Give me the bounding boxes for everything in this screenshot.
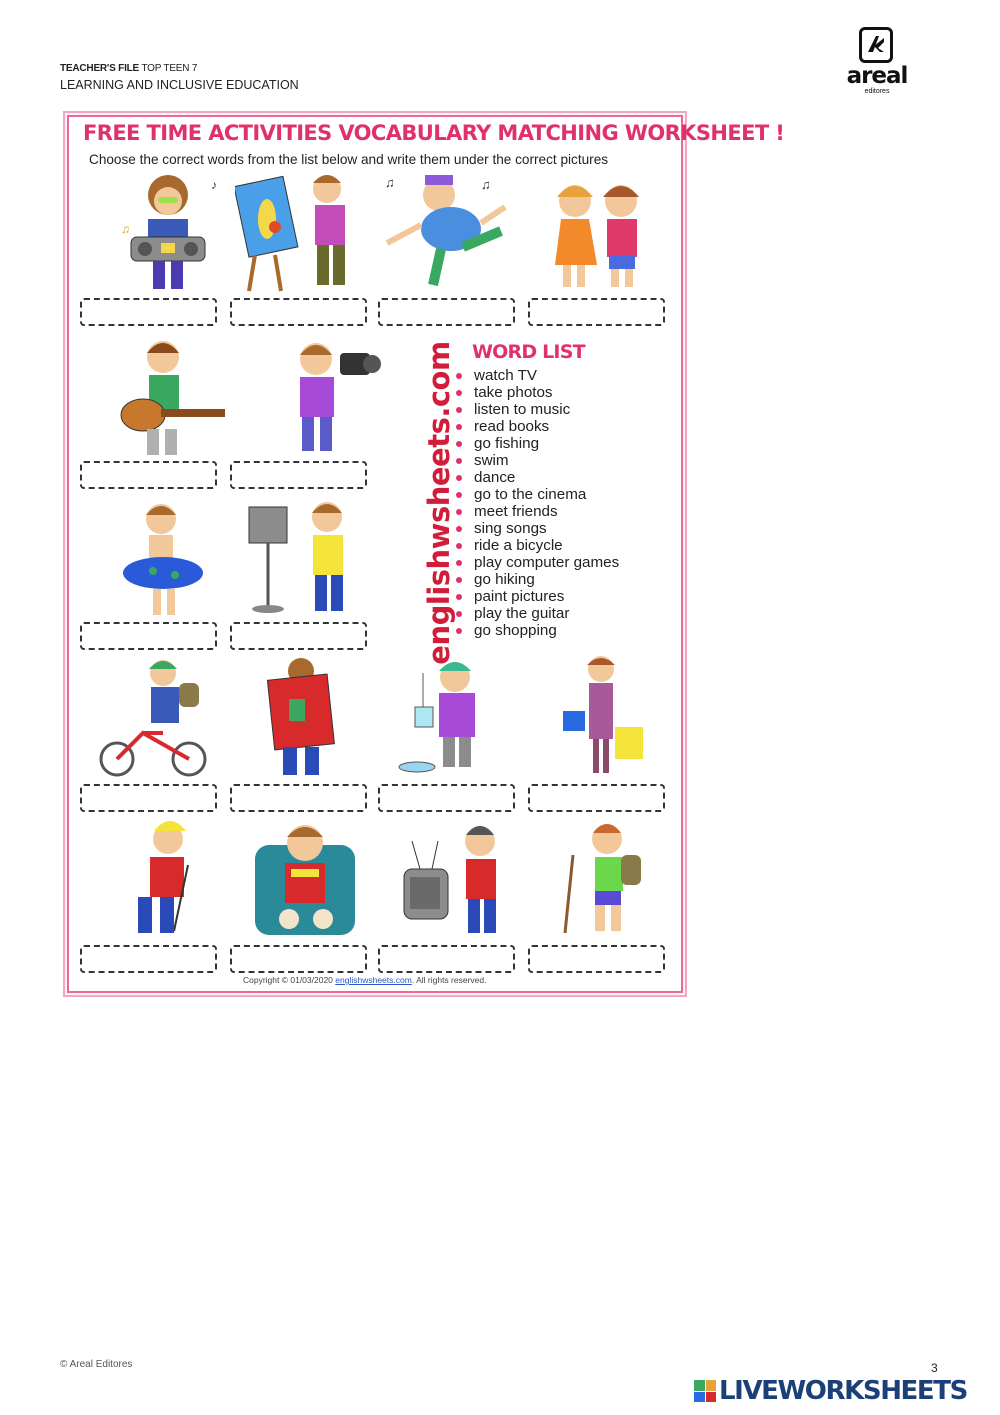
- svg-text:♪: ♪: [211, 178, 217, 192]
- go-fishing-picture: [393, 653, 523, 783]
- word-list-item: listen to music: [454, 401, 619, 418]
- answer-box-2[interactable]: [230, 298, 367, 326]
- sing-songs-picture: [98, 815, 228, 945]
- word-list-item: ride a bicycle: [454, 537, 619, 554]
- areal-mark-icon: [862, 30, 890, 60]
- svg-text:♫: ♫: [385, 175, 395, 190]
- svg-text:♫: ♫: [121, 222, 130, 236]
- answer-box-15[interactable]: [378, 945, 515, 973]
- word-list-item: go shopping: [454, 622, 619, 639]
- swim-picture: [113, 493, 243, 623]
- go-shopping-picture: [543, 653, 673, 783]
- answer-box-16[interactable]: [528, 945, 665, 973]
- word-list-item: dance: [454, 469, 619, 486]
- worksheet-title: FREE TIME ACTIVITIES VOCABULARY MATCHING WORKSHEET !: [83, 121, 785, 145]
- answer-box-7[interactable]: [80, 622, 217, 650]
- go-to-the-cinema-picture: [245, 815, 375, 945]
- answer-box-1[interactable]: [80, 298, 217, 326]
- answer-box-8[interactable]: [230, 622, 367, 650]
- take-photos-picture: [268, 331, 398, 461]
- copyright-link[interactable]: englishwsheets.com: [335, 975, 412, 985]
- englishwsheets-stamp: [419, 341, 459, 665]
- play-computer-games-picture: [243, 493, 373, 623]
- answer-box-3[interactable]: [378, 298, 515, 326]
- answer-box-6[interactable]: [230, 461, 367, 489]
- liveworksheets-mark-icon: [694, 1380, 716, 1402]
- worksheet-copyright: [243, 975, 486, 985]
- liveworksheets-logo: [694, 1374, 967, 1408]
- meet-friends-picture: [535, 167, 665, 297]
- word-list-item: go to the cinema: [454, 486, 619, 503]
- liveworksheets-text: LIVEWORKSHEETS: [719, 1376, 967, 1406]
- areal-logo-mark: [859, 27, 893, 63]
- copyright-suffix: . All rights reserved.: [411, 975, 487, 985]
- word-list-item: watch TV: [454, 367, 619, 384]
- word-list: [454, 367, 619, 639]
- answer-box-5[interactable]: [80, 461, 217, 489]
- word-list-item: play computer games: [454, 554, 619, 571]
- worksheet-image: [63, 111, 785, 997]
- answer-box-4[interactable]: [528, 298, 665, 326]
- word-list-item: meet friends: [454, 503, 619, 520]
- word-list-item: go fishing: [454, 435, 619, 452]
- go-hiking-picture: [543, 815, 673, 945]
- answer-box-9[interactable]: [80, 784, 217, 812]
- answer-box-13[interactable]: [80, 945, 217, 973]
- areal-logo-word: areal: [846, 63, 908, 89]
- answer-box-10[interactable]: [230, 784, 367, 812]
- listen-to-music-picture: [103, 167, 233, 297]
- answer-box-14[interactable]: [230, 945, 367, 973]
- dance-picture: [381, 167, 511, 297]
- word-list-item: read books: [454, 418, 619, 435]
- word-list-item: take photos: [454, 384, 619, 401]
- header-file-line: [60, 63, 299, 74]
- watch-tv-picture: [398, 815, 528, 945]
- svg-text:♫: ♫: [481, 177, 491, 192]
- read-books-picture: [243, 653, 373, 783]
- page-number: 3: [931, 1361, 938, 1375]
- worksheet-instruction: Choose the correct words from the list below and write them under the correct pictures: [89, 152, 609, 167]
- section-title: LEARNING AND INCLUSIVE EDUCATION: [60, 78, 299, 92]
- word-list-item: play the guitar: [454, 605, 619, 622]
- paint-pictures-picture: [235, 167, 365, 297]
- word-list-item: paint pictures: [454, 588, 619, 605]
- word-list-item: go hiking: [454, 571, 619, 588]
- areal-logo-sub: editores: [864, 88, 890, 95]
- englishwsheets-stamp-text: englishwsheets.com: [422, 341, 456, 665]
- answer-box-12[interactable]: [528, 784, 665, 812]
- ride-a-bicycle-picture: [93, 653, 223, 783]
- answer-box-11[interactable]: [378, 784, 515, 812]
- publisher-credit: © Areal Editores: [60, 1359, 133, 1370]
- play-the-guitar-picture: [113, 331, 243, 461]
- teachers-file-label: TEACHER'S FILE: [60, 63, 140, 74]
- word-list-item: sing songs: [454, 520, 619, 537]
- book-title: TOP TEEN 7: [141, 63, 198, 74]
- word-list-item: swim: [454, 452, 619, 469]
- areal-logo: [840, 27, 914, 97]
- page-header: [60, 63, 299, 92]
- word-list-title: WORD LIST: [472, 341, 585, 363]
- copyright-text: Copyright © 01/03/2020: [243, 975, 333, 985]
